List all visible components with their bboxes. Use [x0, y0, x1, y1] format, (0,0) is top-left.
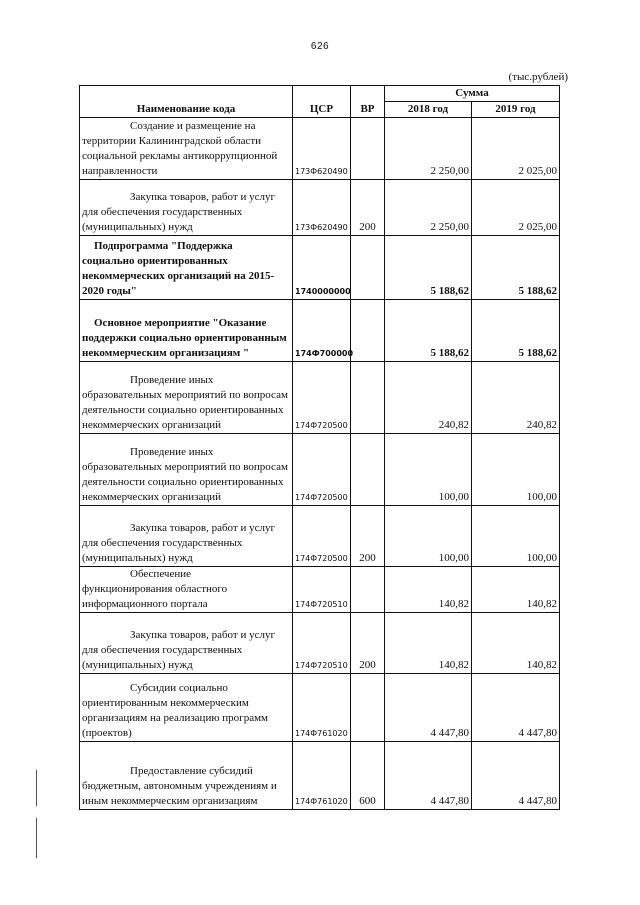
- row-csr: 174Ф720500: [293, 506, 351, 567]
- row-name-rest: поддержки социально ориентированным некоммерческим организациям ": [82, 332, 287, 359]
- row-name: [80, 118, 293, 180]
- row-name-first-line: Обеспечение: [130, 568, 191, 580]
- table-row: [80, 506, 560, 567]
- row-csr: 173Ф620490: [293, 118, 351, 180]
- row-vr: [351, 362, 385, 434]
- row-name: [80, 434, 293, 506]
- row-amount-2019: 140,82: [472, 567, 560, 613]
- row-name-first-line: Закупка товаров, работ и услуг: [130, 191, 275, 203]
- margin-mark: [36, 770, 37, 806]
- page-number: 626: [310, 41, 330, 52]
- table-row: [80, 434, 560, 506]
- row-csr: 174Ф720500: [293, 434, 351, 506]
- row-name-first-line: Создание и размещение на: [130, 120, 256, 132]
- row-vr: 200: [351, 613, 385, 674]
- row-name-rest: территории Калининградской области социальной рекламы антикоррупционной направленности: [82, 135, 278, 177]
- row-name: [80, 362, 293, 434]
- row-name-first-line: Предоставление субсидий: [130, 765, 253, 777]
- header-vr: ВР: [351, 86, 385, 118]
- table-body: [80, 118, 560, 810]
- row-vr: 200: [351, 180, 385, 236]
- row-name: [80, 567, 293, 613]
- row-name-rest: для обеспечения государственных (муниципальных) нужд: [82, 206, 243, 233]
- row-name-rest: социально ориентированных некоммерческих организаций на 2015-2020 годы": [82, 255, 275, 297]
- table-row: [80, 180, 560, 236]
- table-row: [80, 742, 560, 810]
- row-amount-2018: 2 250,00: [385, 180, 472, 236]
- row-amount-2019: 100,00: [472, 506, 560, 567]
- row-name: [80, 236, 293, 300]
- row-csr: 1740000000: [293, 236, 351, 300]
- row-vr: [351, 567, 385, 613]
- row-name: [80, 300, 293, 362]
- row-name-first-line: Основное мероприятие "Оказание: [94, 317, 267, 329]
- header-year-2019: 2019 год: [472, 102, 560, 118]
- header-csr: ЦСР: [293, 86, 351, 118]
- row-name-rest: для обеспечения государственных (муниципальных) нужд: [82, 644, 243, 671]
- row-vr: 600: [351, 742, 385, 810]
- row-vr: [351, 300, 385, 362]
- row-csr: 174Ф720510: [293, 613, 351, 674]
- row-name-rest: бюджетным, автономным учреждениям и иным некоммерческим организациям: [82, 780, 277, 807]
- row-vr: [351, 434, 385, 506]
- table-row: [80, 118, 560, 180]
- row-csr: 174Ф761020: [293, 674, 351, 742]
- row-name-first-line: Субсидии социально: [130, 682, 228, 694]
- row-amount-2019: 2 025,00: [472, 118, 560, 180]
- row-amount-2018: 2 250,00: [385, 118, 472, 180]
- row-amount-2019: 4 447,80: [472, 742, 560, 810]
- header-year-2018: 2018 год: [385, 102, 472, 118]
- row-name: [80, 674, 293, 742]
- row-csr: 174Ф720500: [293, 362, 351, 434]
- table-row: [80, 674, 560, 742]
- row-csr: 173Ф620490: [293, 180, 351, 236]
- row-amount-2019: 5 188,62: [472, 300, 560, 362]
- row-amount-2018: 5 188,62: [385, 236, 472, 300]
- row-amount-2019: 5 188,62: [472, 236, 560, 300]
- row-name-first-line: Закупка товаров, работ и услуг: [130, 522, 275, 534]
- header-sum: Сумма: [385, 86, 560, 102]
- header-name: Наименование кода: [80, 86, 293, 118]
- row-vr: 200: [351, 506, 385, 567]
- row-amount-2019: 240,82: [472, 362, 560, 434]
- table-row: [80, 236, 560, 300]
- row-amount-2018: 140,82: [385, 567, 472, 613]
- table-row: [80, 567, 560, 613]
- row-vr: [351, 674, 385, 742]
- row-amount-2018: 4 447,80: [385, 674, 472, 742]
- row-name: [80, 180, 293, 236]
- row-csr: 174Ф700000: [293, 300, 351, 362]
- row-name: [80, 506, 293, 567]
- row-name-rest: образовательных мероприятий по вопросам деятельности социально ориентированных некоммерческих организаций: [82, 389, 288, 431]
- row-amount-2019: 100,00: [472, 434, 560, 506]
- table-row: [80, 300, 560, 362]
- row-amount-2019: 4 447,80: [472, 674, 560, 742]
- units-label: (тыс.рублей): [508, 71, 568, 83]
- row-amount-2018: 100,00: [385, 506, 472, 567]
- row-amount-2019: 2 025,00: [472, 180, 560, 236]
- row-amount-2018: 140,82: [385, 613, 472, 674]
- budget-table: [79, 85, 560, 810]
- row-amount-2018: 240,82: [385, 362, 472, 434]
- table-row: [80, 362, 560, 434]
- margin-mark: [36, 818, 37, 858]
- row-name-first-line: Подпрограмма "Поддержка: [94, 240, 233, 252]
- row-name-rest: функционирования областного информационного портала: [82, 583, 228, 610]
- row-vr: [351, 118, 385, 180]
- row-name-first-line: Закупка товаров, работ и услуг: [130, 629, 275, 641]
- row-name-rest: образовательных мероприятий по вопросам деятельности социально ориентированных некоммерческих организаций: [82, 461, 288, 503]
- row-name-rest: для обеспечения государственных (муниципальных) нужд: [82, 537, 243, 564]
- row-csr: 174Ф761020: [293, 742, 351, 810]
- row-name-rest: ориентированным некоммерческим организациям на реализацию программ (проектов): [82, 697, 269, 739]
- row-name-first-line: Проведение иных: [130, 374, 214, 386]
- table-row: [80, 613, 560, 674]
- row-amount-2018: 4 447,80: [385, 742, 472, 810]
- row-amount-2018: 100,00: [385, 434, 472, 506]
- row-csr: 174Ф720510: [293, 567, 351, 613]
- row-amount-2018: 5 188,62: [385, 300, 472, 362]
- row-amount-2019: 140,82: [472, 613, 560, 674]
- row-name: [80, 613, 293, 674]
- row-name: [80, 742, 293, 810]
- row-vr: [351, 236, 385, 300]
- row-name-first-line: Проведение иных: [130, 446, 214, 458]
